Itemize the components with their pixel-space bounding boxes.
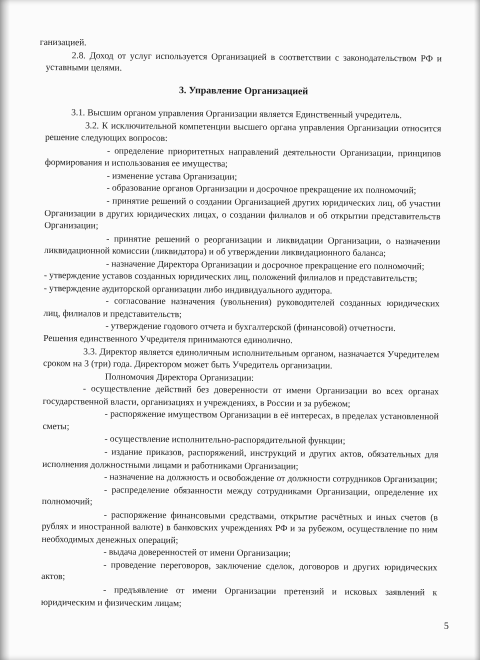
list-item: - утверждение уставов созданных юридических лиц, положений филиалов и представительств; (43, 270, 418, 284)
list-item: - назначение на должность и освобождение от должности сотрудников Организации; (104, 471, 438, 485)
page-text (41, 36, 442, 611)
list-item: - распоряжение финансовыми средствами, открытие расчётных и иных счетов (в рублях и иностранной валюте) в банковских учреждениях РФ и за рубежом, осуществление по ним необходимых денежных операций; (41, 509, 438, 545)
clause-2-8: 2.8. Доход от услуг используется Организацией в соответствии с законодательством РФ и уставными целями. (45, 49, 442, 73)
page-number: 5 (444, 622, 449, 632)
list-item: - согласование назначения (увольнения) руководителей созданных юридических лиц, филиалов и представительств; (43, 295, 440, 320)
list-item: - распределение обязанности между сотрудниками Организации, определение их полномочий; (41, 484, 439, 507)
list-item: - проведение переговоров, заключение сделок, договоров и других юридических актов; (41, 559, 438, 582)
list-item: - предъявление от имени Организации претензий и исковых заявлений к юридическим и физическим лицам; (41, 584, 438, 608)
clause-3-1: 3.1. Высшим органом управления Организации является Единственный учредитель. (71, 107, 402, 121)
list-item: - осуществление исполнительно-распорядительной функции; (104, 433, 346, 447)
intro-fragment: ганизацией. (39, 36, 87, 48)
list-item: - осуществление действий без доверенности от имени Организации во всех органах государственной власти, организациях и учреждениях, в России и за рубежом; (42, 383, 439, 409)
list-item: - принятие решений о реорганизации и ликвидации Организации, о назначении ликвидационной комиссии (ликвидатора) и об утверждении ликвидационного баланса; (44, 233, 441, 259)
list-item: - назначение Директора Организации и досрочное прекращение его полномочий; (105, 258, 425, 272)
founder-decisions-note: Решения единственного Учредителя принимаются единолично. (43, 333, 293, 346)
list-item: - изменение устава Организации; (106, 170, 238, 182)
list-item: - распоряжение имуществом Организации в её интересах, в пределах установленной сметы; (42, 408, 439, 432)
list-item: - выдача доверенностей от имени Организации; (103, 546, 291, 559)
list-item: - принятие решений о создании Организацией других юридических лиц, об участии Организации в других юридических лицах, о создании филиалов и об открытии представительств Организации; (44, 195, 441, 231)
section-heading: 3. Управление Организацией (178, 84, 309, 97)
list-item: - утверждение годового отчета и бухгалтерской (финансовой) отчетности. (105, 321, 396, 334)
director-powers-title: Полномочия Директора Организации: (104, 371, 254, 383)
list-item: - образование органов Организации и досрочное прекращение их полномочий; (106, 183, 417, 196)
list-item: - издание приказов, распоряжений, инструкций и других актов, обязательных для исполнения должностными лицами и работниками Организации; (42, 446, 439, 471)
clause-3-2: 3.2. К исключительной компетенции высшего органа управления Организации относится решение следующих вопросов: (45, 120, 442, 144)
list-item: - определение приоритетных направлений деятельности Организации, принципов формирования и использования ее имущества; (44, 145, 442, 169)
list-item: - утверждение аудиторской организации либо индивидуального аудитора. (43, 282, 333, 296)
clause-3-3: 3.3. Директор является единоличным исполнительным органом, назначается Учредителем сроком на 3 (три) года. Директором может быть Учредитель организации. (43, 345, 440, 371)
